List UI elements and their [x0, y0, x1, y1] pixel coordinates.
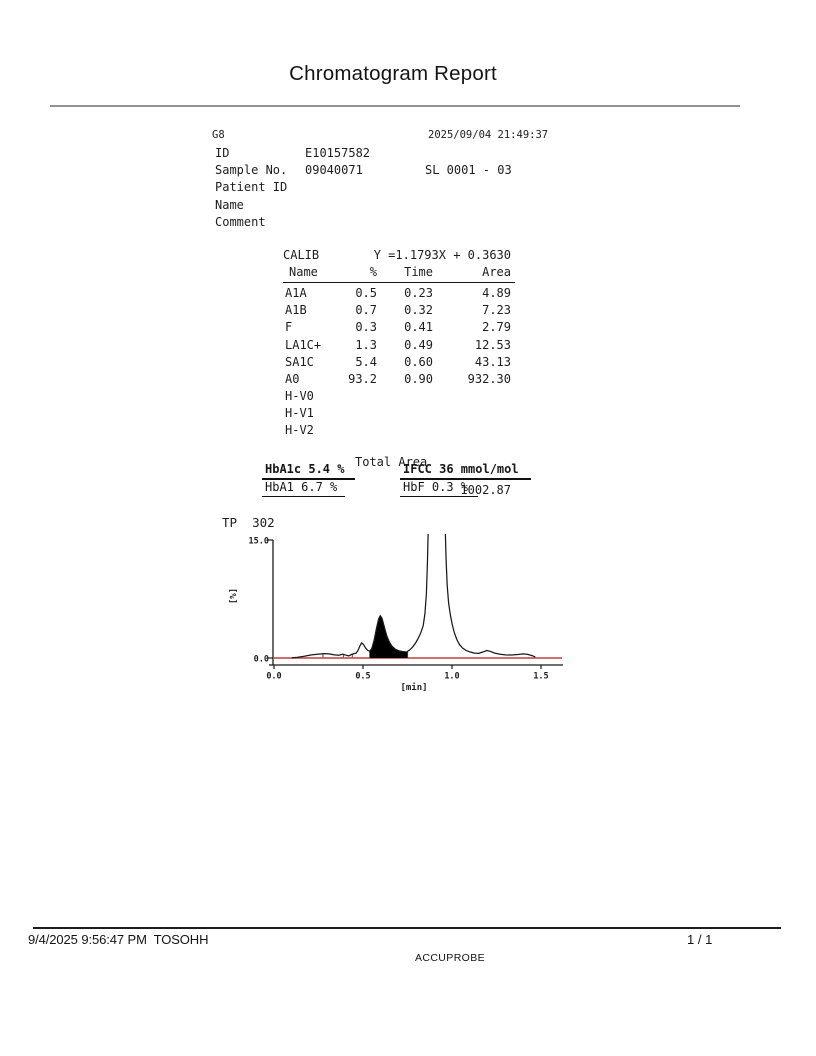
peak-area: 43.13 — [474, 354, 511, 369]
calib-col-header: % — [369, 265, 377, 280]
calib-label: CALIB — [283, 248, 320, 262]
peak-area: 7.23 — [482, 303, 511, 318]
peak-percent: 0.3 — [355, 320, 377, 335]
peak-name: H-V0 — [285, 389, 314, 404]
calib-row — [283, 406, 511, 423]
field-label: Name — [215, 197, 244, 212]
peak-name: SA1C — [285, 354, 314, 369]
peak-name: A1B — [285, 303, 307, 318]
calib-col-header: Name — [289, 265, 318, 280]
chromatogram-chart — [200, 530, 580, 695]
x-tick-label: 0.0 — [266, 671, 282, 682]
calib-title-row — [283, 248, 511, 265]
field-label: Sample No. — [215, 163, 288, 178]
device-label: G8 — [212, 129, 225, 141]
peak-percent: 5.4 — [355, 354, 377, 369]
result-ifcc: IFCC 36 mmol/mol — [400, 462, 531, 480]
chromatogram-trace — [292, 530, 536, 658]
total-area-value: 1002.87 — [460, 483, 511, 498]
calib-row — [283, 355, 511, 372]
result-hba1: HbA1 6.7 % — [262, 480, 345, 497]
peak-area: 2.79 — [482, 320, 511, 335]
footer-accuprobe-label: ACCUPROBE — [414, 952, 486, 964]
peak-name: H-V2 — [285, 423, 314, 438]
peak-area: 932.30 — [467, 371, 511, 386]
peak-time: 0.32 — [404, 303, 433, 318]
x-axis-label: [min] — [400, 683, 428, 693]
peak-time: 0.90 — [404, 371, 433, 386]
calib-row — [283, 423, 511, 440]
peak-time — [377, 406, 433, 423]
field-value: E10157582 — [305, 146, 371, 160]
peak-time: 0.41 — [404, 320, 433, 335]
calib-header-rule — [283, 282, 515, 283]
calib-col-header: Area — [482, 265, 511, 280]
peak-time: 0.49 — [404, 337, 433, 352]
peak-name: H-V1 — [285, 406, 314, 421]
x-tick-label: 0.5 — [355, 671, 371, 682]
peak-percent: 93.2 — [348, 371, 377, 386]
x-tick-label: 1.0 — [444, 671, 460, 682]
footer-rule — [33, 927, 781, 929]
sample-fields — [215, 146, 512, 232]
peak-percent: 0.5 — [355, 285, 377, 300]
peak-percent: 1.3 — [355, 337, 377, 352]
peak-name: F — [285, 320, 293, 335]
calib-row — [283, 286, 511, 303]
y-axis-label: [%] — [229, 587, 239, 605]
result-hbf: HbF 0.3 % — [400, 480, 478, 497]
chart-tp-label: TP 302 — [222, 515, 275, 530]
field-value: 09040071 — [305, 163, 363, 178]
result-hba1c: HbA1c 5.4 % — [262, 462, 355, 480]
peak-area — [433, 406, 511, 423]
calib-row — [283, 372, 511, 389]
calib-equation: Y =1.1793X + 0.3630 — [373, 248, 511, 262]
field-label: ID — [215, 146, 230, 160]
peak-name: LA1C+ — [285, 337, 322, 352]
field-extra: SL 0001 - 03 — [425, 163, 512, 178]
peak-time: 0.60 — [404, 354, 433, 369]
footer-datetime-operator: 9/4/2025 9:56:47 PM TOSOHH — [28, 932, 209, 947]
peak-area — [433, 389, 511, 406]
peak-name: A0 — [285, 371, 300, 386]
field-row — [215, 198, 512, 215]
field-row — [215, 215, 512, 232]
peak-area: 12.53 — [474, 337, 511, 352]
peak-percent — [333, 423, 377, 440]
y-tick-label-zero: 0.0 — [253, 654, 269, 665]
peak-name: A1A — [285, 285, 307, 300]
calib-row — [283, 338, 511, 355]
field-label: Patient ID — [215, 180, 288, 195]
calib-row — [283, 303, 511, 320]
field-row — [215, 146, 512, 163]
calib-col-header: Time — [404, 265, 433, 280]
peak-percent: 0.7 — [355, 303, 377, 318]
peak-time: 0.23 — [404, 285, 433, 300]
peak-time — [377, 423, 433, 440]
footer-page-number: 1 / 1 — [687, 932, 713, 947]
x-tick-label: 1.5 — [533, 671, 549, 682]
title-divider — [50, 105, 740, 107]
calib-row — [283, 320, 511, 337]
field-row — [215, 180, 512, 197]
peak-area — [433, 423, 511, 440]
total-area-label: Total Area — [355, 455, 428, 470]
calib-row — [283, 389, 511, 406]
calib-header-row — [283, 265, 511, 282]
report-datetime: 2025/09/04 21:49:37 — [428, 129, 549, 141]
field-label: Comment — [215, 214, 266, 229]
field-row — [215, 163, 512, 180]
peak-percent — [333, 406, 377, 423]
calib-rows — [283, 286, 511, 441]
peak-area: 4.89 — [482, 285, 511, 300]
y-tick-label-max: 15.0 — [248, 536, 269, 547]
page-title: Chromatogram Report — [289, 62, 497, 85]
peak-percent — [333, 389, 377, 406]
peak-time — [377, 389, 433, 406]
